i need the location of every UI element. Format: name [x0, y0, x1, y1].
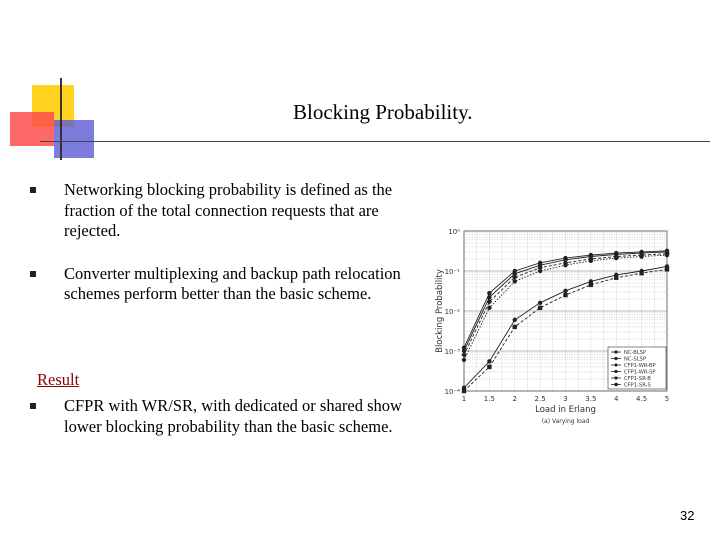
- legend-marker: [614, 370, 617, 373]
- data-point: [538, 269, 542, 273]
- bullet-text: Networking blocking probability is defined as the fraction of the total connection requests that are rejected.: [64, 180, 393, 240]
- legend-marker: [614, 350, 617, 353]
- bullet-item: [27, 180, 427, 242]
- legend-label: CFP1-SR-S: [624, 382, 651, 389]
- page-number: 32: [680, 508, 695, 523]
- data-point: [614, 275, 618, 279]
- y-tick-label: 10⁰: [448, 228, 460, 236]
- legend-label: CFP1-WR-BP: [624, 363, 656, 369]
- decor-vertical-line: [60, 78, 62, 160]
- data-point: [563, 289, 567, 293]
- x-tick-label: 4: [614, 395, 619, 403]
- data-point: [487, 295, 491, 299]
- data-point: [589, 283, 593, 287]
- data-point: [639, 271, 643, 275]
- data-point: [487, 306, 491, 310]
- x-tick-label: 2.5: [534, 395, 546, 403]
- x-tick-label: 3.5: [585, 395, 597, 403]
- data-point: [589, 259, 593, 263]
- data-point: [614, 256, 618, 260]
- legend-marker: [615, 383, 618, 386]
- result-heading[interactable]: Result: [37, 370, 80, 389]
- data-point: [487, 365, 491, 369]
- data-point: [513, 279, 517, 283]
- data-point: [462, 358, 466, 362]
- result-bullet-list: [27, 396, 427, 437]
- data-point: [563, 263, 567, 267]
- data-point: [513, 325, 517, 329]
- x-tick-label: 1.5: [483, 395, 495, 403]
- legend-label: NC-SLSP: [624, 356, 646, 363]
- blocking-probability-chart: [430, 215, 680, 430]
- title-divider-line: [40, 141, 710, 142]
- legend-label: NC-BLSP: [624, 350, 647, 356]
- chart-caption: (a) Varying load: [541, 418, 590, 425]
- bullet-item: [27, 264, 427, 305]
- legend-label: CFP1-WR-SP: [624, 369, 656, 376]
- bullet-text: CFPR with WR/SR, with dedicated or shared show lower blocking probability than the basic scheme.: [64, 396, 402, 436]
- y-tick-label: 10⁻³: [444, 348, 460, 356]
- y-tick-label: 10⁻⁴: [444, 388, 460, 396]
- data-point: [563, 293, 567, 297]
- x-axis-label: Load in Erlang: [535, 405, 596, 415]
- x-tick-label: 2: [512, 395, 517, 403]
- data-point: [665, 267, 669, 271]
- data-point: [538, 301, 542, 305]
- slide-title: Blocking Probability.: [293, 100, 473, 124]
- y-tick-label: 10⁻²: [444, 308, 460, 316]
- data-point: [665, 253, 669, 257]
- x-tick-label: 4.5: [636, 395, 648, 403]
- data-point: [487, 291, 491, 295]
- bullet-square-icon: [30, 187, 36, 193]
- y-axis-label: Blocking Probability: [435, 269, 445, 353]
- data-point: [538, 306, 542, 310]
- legend-marker: [614, 376, 617, 379]
- y-tick-label: 10⁻¹: [444, 268, 460, 276]
- x-tick-label: 1: [461, 395, 467, 403]
- bullet-square-icon: [30, 271, 36, 277]
- bullet-square-icon: [30, 403, 36, 409]
- bullet-list: [27, 180, 427, 305]
- bullet-item: [27, 396, 427, 437]
- data-point: [513, 318, 517, 322]
- legend-label: CFP1-SR-B: [624, 376, 651, 382]
- data-point: [487, 359, 491, 363]
- data-point: [462, 389, 466, 393]
- bullet-text: Converter multiplexing and backup path relocation schemes perform better than the basic scheme.: [64, 263, 401, 303]
- data-point: [639, 254, 643, 258]
- legend-marker: [614, 357, 617, 360]
- x-tick-label: 3: [563, 395, 568, 403]
- x-tick-label: 5: [664, 395, 670, 403]
